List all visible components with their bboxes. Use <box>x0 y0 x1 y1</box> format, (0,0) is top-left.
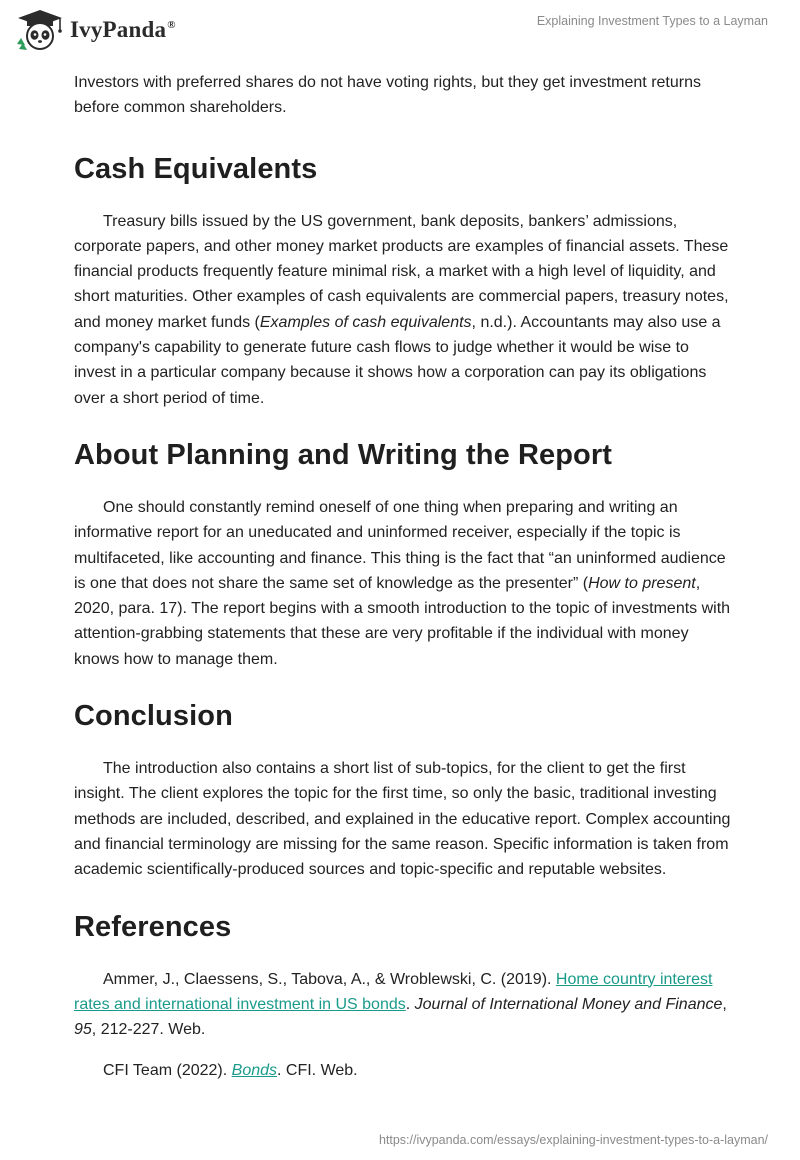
citation-examples-of-cash-equivalents: Examples of cash equivalents <box>259 313 472 331</box>
citation-how-to-present: How to present <box>588 574 696 592</box>
panda-mascot-icon <box>14 8 66 52</box>
cash-paragraph: Treasury bills issued by the US government, bank deposits, bankers’ admissions, corporate papers, and other money market products are examples of financial assets. These financial products frequently feature minimal risk, a market with a high level of liquidity, and short maturities. Other examples of cash equivalents are commercial papers, treasury notes, and money market funds (Examples of cash equivalents, n.d.). Accountants may also use a company's capability to generate future cash flows to judge whether it would be wise to invest in a particular company because it shows how a corporation can pay its obligations over a short period of time. <box>74 212 729 407</box>
heading-planning-report: About Planning and Writing the Report <box>74 438 613 471</box>
heading-references: References <box>74 910 232 943</box>
logo-wordmark: IvyPanda® <box>70 17 176 42</box>
heading-conclusion: Conclusion <box>74 700 233 733</box>
ivypanda-logo[interactable] <box>14 8 176 52</box>
link-bonds[interactable]: Bonds <box>231 1062 278 1080</box>
footer-url[interactable]: https://ivypanda.com/essays/explaining-investment-types-to-a-layman/ <box>378 1133 768 1147</box>
intro-paragraph: Investors with preferred shares do not have voting rights, but they get investment returns before common shareholders. <box>74 74 701 117</box>
heading-cash-equivalents: Cash Equivalents <box>74 152 318 185</box>
reference-ammer-2019: Ammer, J., Claessens, S., Tabova, A., & Wroblewski, C. (2019). Home country interest rates and international investment in US bonds. Journal of International Money and Finance, 95, 212-227. Web. <box>74 970 727 1039</box>
document-body <box>74 70 734 1084</box>
planning-paragraph: One should constantly remind oneself of one thing when preparing and writing an informative report for an uneducated and uninformed receiver, especially if the topic is multifaceted, like accounting and finance. This thing is the fact that “an uninformed audience is one that does not share the same set of knowledge as the presenter” (How to present, 2020, para. 17). The report begins with a smooth introduction to the topic of investments with attention-grabbing statements that these are very profitable if the individual with money knows how to manage them. <box>74 498 731 668</box>
conclusion-paragraph: The introduction also contains a short list of sub-topics, for the client to get the first insight. The client explores the topic for the first time, so only the basic, traditional investing methods are included, described, and explained in the educative report. Complex accounting and financial terminology are missing for the same reason. Specific information is taken from academic scientifically-produced sources and topic-specific and reputable websites. <box>74 760 731 879</box>
reference-cfi-2022: CFI Team (2022). Bonds. CFI. Web. <box>103 1062 358 1080</box>
link-home-country-interest-rates[interactable]: Home country interest rates and international investment in US bonds <box>74 970 713 1013</box>
page-header <box>0 0 800 62</box>
document-title: Explaining Investment Types to a Layman <box>536 14 768 28</box>
